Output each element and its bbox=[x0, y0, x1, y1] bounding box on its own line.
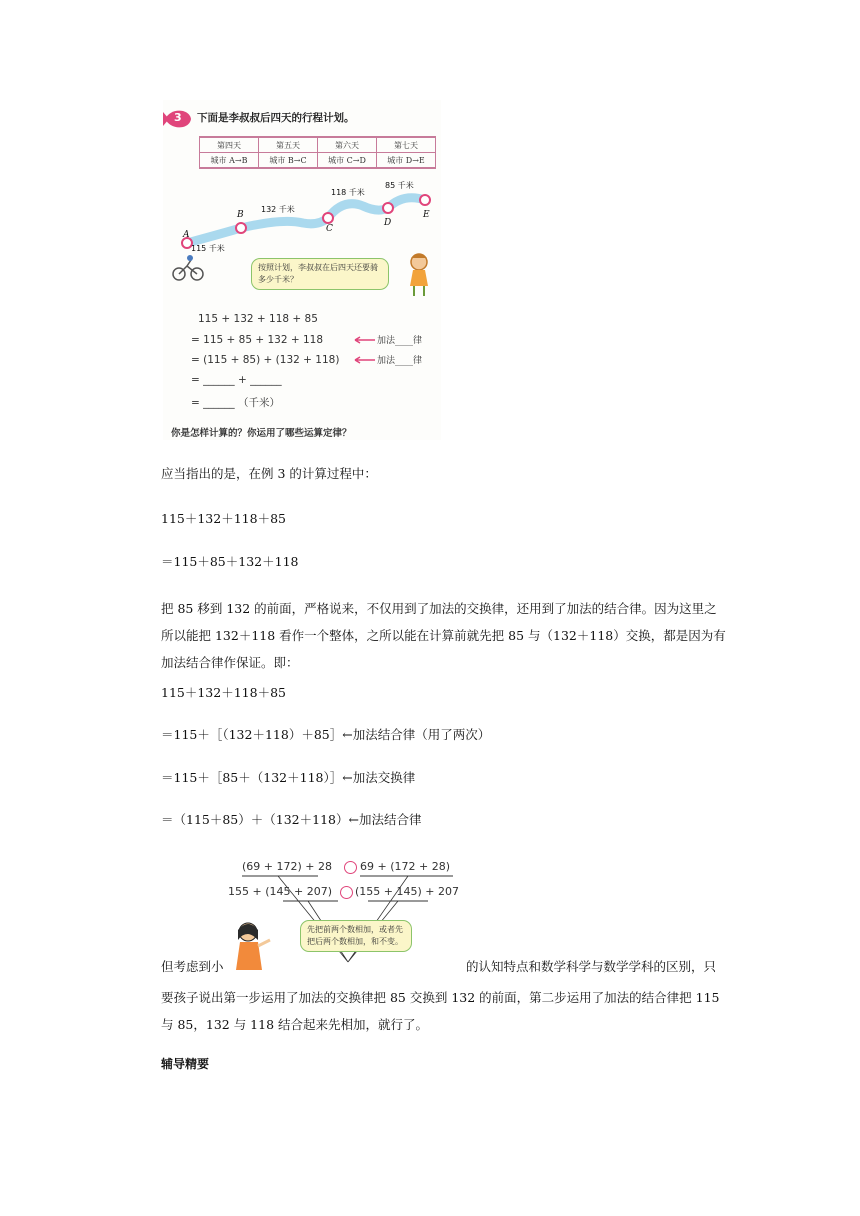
figure2-expression: 69 + (172 + 28) bbox=[360, 860, 450, 873]
girl-character-icon bbox=[403, 252, 435, 298]
figure-question: 你是怎样计算的？你运用了哪些运算定律？ bbox=[171, 428, 352, 439]
schedule-day: 第四天 bbox=[200, 137, 259, 153]
route-point-d-icon bbox=[383, 203, 393, 213]
schedule-day: 第六天 bbox=[318, 137, 377, 153]
equation-line: ＝115＋［（132＋118）＋85］←加法结合律（用了两次） bbox=[161, 727, 491, 742]
cyclist-icon bbox=[173, 255, 203, 280]
equation-line: ＝115＋85＋132＋118 bbox=[161, 554, 299, 569]
distance-label: 115 千米 bbox=[191, 244, 225, 253]
figure-equation: = 115 + 85 + 132 + 118 bbox=[191, 334, 324, 346]
route-point-c-icon bbox=[323, 213, 333, 223]
distance-label: 118 千米 bbox=[331, 188, 365, 197]
equation-line: 115＋132＋118＋85 bbox=[161, 511, 286, 526]
point-label-c: C bbox=[326, 224, 333, 234]
figure2-expression: (155 + 145) + 207 bbox=[355, 885, 459, 898]
figure2-expression: 155 + (145 + 207) bbox=[228, 885, 332, 898]
law-label: 加法____律 bbox=[377, 356, 423, 366]
figure-equation: = (115 + 85) + (132 + 118) bbox=[191, 354, 340, 366]
problem-title: 下面是李叔叔后四天的行程计划。 bbox=[197, 112, 355, 124]
schedule-table bbox=[199, 136, 436, 169]
paragraph-2-end: 的认知特点和数学科学与数学学科的区别，只 bbox=[466, 959, 717, 974]
paragraph-1: 把 85 移到 132 的前面，严格说来，不仅用到了加法的交换律，还用到了加法的结合律。因为这里之所以能把 132＋118 看作一个整体，之所以能在计算前就先把 85 与（132＋118）交换，都是因为有加法结合律作保证。即： bbox=[161, 601, 726, 670]
schedule-route-row bbox=[200, 153, 436, 169]
figure2-expression: (69 + 172) + 28 bbox=[242, 860, 332, 873]
figure-equation: = ______ + ______ bbox=[191, 374, 282, 386]
distance-label: 85 千米 bbox=[385, 181, 414, 190]
speech-bubble: 按照计划，李叔叔在后四天还要骑多少千米？ bbox=[251, 258, 389, 290]
equation-line: ＝（115＋85）＋（132＋118）←加法结合律 bbox=[161, 812, 422, 827]
figure-equation: 115 + 132 + 118 + 85 bbox=[198, 313, 318, 325]
law-label: 加法____律 bbox=[377, 336, 423, 346]
speech-bubble: 先把前两个数相加，或者先把后两个数相加，和不变。 bbox=[300, 920, 412, 952]
schedule-route: 城市 B→C bbox=[259, 153, 318, 169]
schedule-route: 城市 A→B bbox=[200, 153, 259, 169]
equation-line: ＝115＋［85＋（132＋118）］←加法交换律 bbox=[161, 770, 416, 785]
problem-number: 3 bbox=[174, 111, 182, 124]
point-label-b: B bbox=[237, 210, 244, 220]
paragraph-2-rest: 要孩子说出第一步运用了加法的交换律把 85 交换到 132 的前面，第二步运用了加法的结合律把 115 与 85，132 与 118 结合起来先相加，就行了。 bbox=[161, 990, 720, 1032]
distance-label: 132 千米 bbox=[261, 205, 295, 214]
paragraph-2-start: 但考虑到小 bbox=[161, 959, 224, 974]
textbook-figure-itinerary bbox=[163, 100, 441, 440]
schedule-route: 城市 C→D bbox=[318, 153, 377, 169]
section-heading: 辅导精要 bbox=[161, 1057, 210, 1071]
point-label-a: A bbox=[183, 230, 190, 240]
point-label-d: D bbox=[384, 218, 392, 228]
girl-character-icon bbox=[230, 920, 274, 974]
equation-line: 115＋132＋118＋85 bbox=[161, 685, 286, 700]
route-point-b-icon bbox=[236, 223, 246, 233]
schedule-day: 第七天 bbox=[377, 137, 436, 153]
left-arrow-icon bbox=[353, 356, 377, 364]
route-point-e-icon bbox=[420, 195, 430, 205]
schedule-header-row bbox=[200, 137, 436, 153]
schedule-day: 第五天 bbox=[259, 137, 318, 153]
left-arrow-icon bbox=[353, 336, 377, 344]
point-label-e: E bbox=[423, 210, 430, 220]
intro-line: 应当指出的是，在例 3 的计算过程中： bbox=[161, 466, 377, 481]
textbook-figure-association bbox=[228, 854, 458, 974]
schedule-route: 城市 D→E bbox=[377, 153, 436, 169]
figure-equation: = ______ （千米） bbox=[191, 397, 280, 409]
